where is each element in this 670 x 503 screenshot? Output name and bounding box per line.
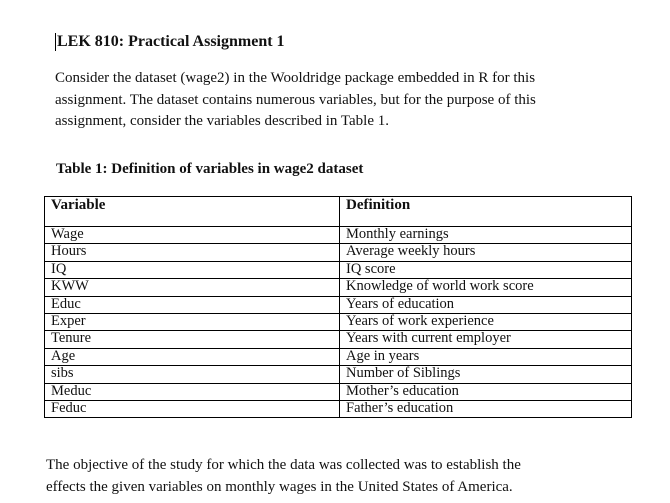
variable-cell: Educ [45,296,340,313]
variable-cell: IQ [45,261,340,278]
definition-cell: Years of education [340,296,632,313]
variable-cell: Hours [45,244,340,261]
definition-cell: Age in years [340,348,632,365]
table-row [45,261,632,278]
conclusion-line: effects the given variables on monthly wages in the United States of America. [46,478,513,495]
variable-cell: Wage [45,227,340,244]
variable-cell: sibs [45,366,340,383]
definition-cell: Mother’s education [340,383,632,400]
table-row [45,383,632,400]
table-header-row [45,197,632,227]
table-row [45,279,632,296]
variable-cell: Feduc [45,400,340,417]
variable-cell: KWW [45,279,340,296]
table-row [45,400,632,417]
intro-line: assignment. The dataset contains numerous variables, but for the purpose of this [55,91,536,108]
document-title: LEK 810: Practical Assignment 1 [57,33,285,50]
definition-cell: Years with current employer [340,331,632,348]
variable-cell: Age [45,348,340,365]
conclusion-line: The objective of the study for which the data was collected was to establish the [46,457,521,473]
definition-cell: IQ score [340,261,632,278]
table-row [45,348,632,365]
header-definition: Definition [340,197,632,227]
table-row [45,313,632,330]
definition-cell: Years of work experience [340,313,632,330]
definition-cell: Knowledge of world work score [340,279,632,296]
text-cursor [55,33,56,51]
intro-line: Consider the dataset (wage2) in the Wooldridge package embedded in R for this [55,70,536,86]
table-row [45,331,632,348]
variables-table [44,196,632,418]
variable-cell: Meduc [45,383,340,400]
variable-cell: Exper [45,313,340,330]
table-caption: Table 1: Definition of variables in wage2 dataset [56,161,364,177]
table-row [45,366,632,383]
header-variable: Variable [45,197,340,227]
intro-line: assignment, consider the variables described in Table 1. [55,113,389,129]
variable-cell: Tenure [45,331,340,348]
definition-cell: Father’s education [340,400,632,417]
table-row [45,244,632,261]
intro-paragraph [55,68,615,133]
definition-cell: Number of Siblings [340,366,632,383]
table-row [45,227,632,244]
table-row [45,296,632,313]
definition-cell: Average weekly hours [340,244,632,261]
definition-cell: Monthly earnings [340,227,632,244]
conclusion-paragraph [46,455,646,498]
